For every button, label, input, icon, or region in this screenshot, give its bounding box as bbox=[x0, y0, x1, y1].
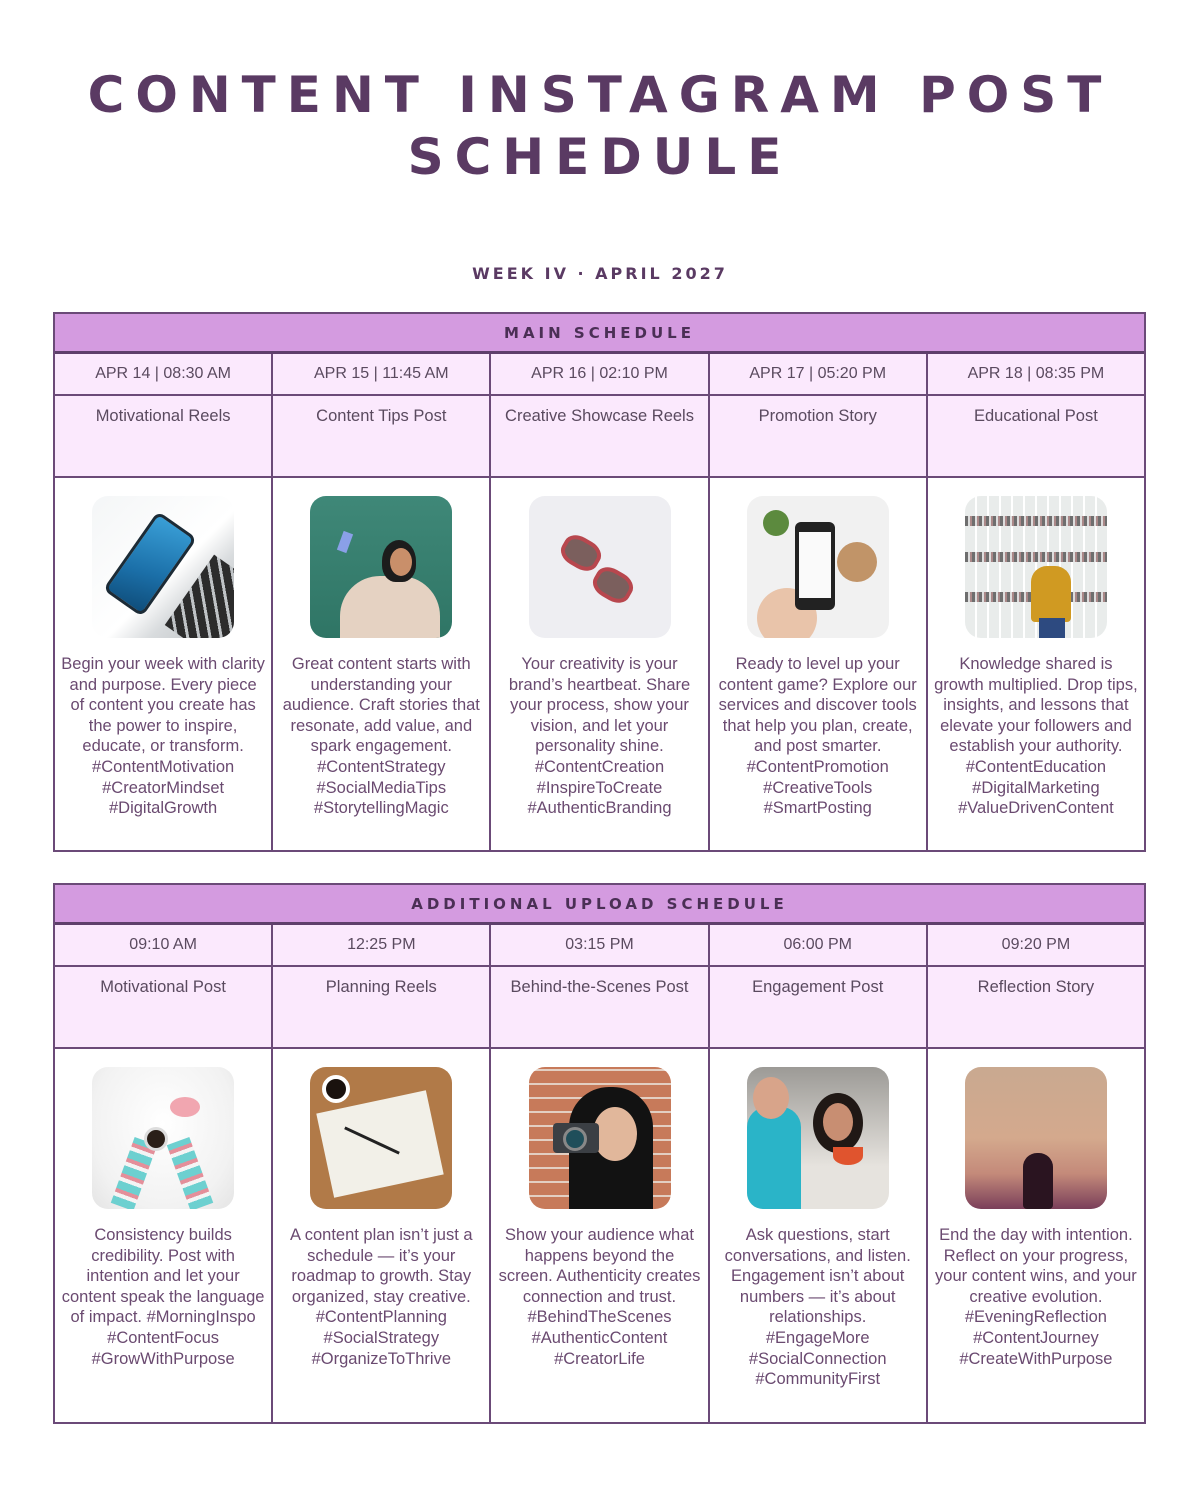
post-image-selfie bbox=[310, 496, 452, 638]
post-image-camera bbox=[529, 1067, 671, 1209]
main-title-row bbox=[55, 396, 1144, 478]
post-caption: Ask questions, start conversations, and listen. Engagement isn’t about numbers — it’s about relationships. #EngageMore #SocialConnection #CommunityFirst bbox=[724, 1226, 911, 1389]
post-caption: A content plan isn’t just a schedule — it’s your roadmap to growth. Stay organized, stay creative. #ContentPlanning #SocialStrategy #OrganizeToThrive bbox=[290, 1226, 473, 1368]
post-caption: Consistency builds credibility. Post with intention and let your content speak the language of impact. #MorningInspo #ContentFocus #GrowWithPurpose bbox=[61, 1226, 265, 1368]
datetime-cell: APR 14 | 08:30 AM bbox=[55, 354, 273, 394]
post-image-smartphone bbox=[92, 496, 234, 638]
post-content-cell bbox=[55, 1049, 273, 1422]
post-image-cheers bbox=[747, 1067, 889, 1209]
post-caption: Ready to level up your content game? Explore our services and discover tools that help you plan, create, and post smarter. #ContentPromotion #CreativeTools #SmartPosting bbox=[718, 655, 917, 818]
post-content-cell bbox=[710, 1049, 928, 1422]
post-title-cell: Reflection Story bbox=[977, 978, 1095, 996]
page-title-line-2: SCHEDULE bbox=[407, 128, 793, 186]
post-caption: Your creativity is your brand’s heartbeat. Share your process, show your vision, and let your personality shine. #ContentCreation #InspireToCreate #AuthenticBranding bbox=[508, 655, 691, 818]
additional-schedule-header: ADDITIONAL UPLOAD SCHEDULE bbox=[55, 885, 1144, 925]
post-content-cell bbox=[928, 478, 1144, 850]
additional-schedule-table bbox=[53, 883, 1146, 1424]
main-datetime-row bbox=[55, 354, 1144, 396]
post-caption: Show your audience what happens beyond the screen. Authenticity creates connection and trust. #BehindTheScenes #AuthenticContent #CreatorLife bbox=[498, 1226, 701, 1368]
post-title-cell: Behind-the-Scenes Post bbox=[491, 967, 709, 1047]
post-title-cell: Creative Showcase Reels bbox=[491, 396, 709, 476]
post-image-notebook bbox=[310, 1067, 452, 1209]
main-schedule-header: MAIN SCHEDULE bbox=[55, 314, 1144, 354]
time-cell: 09:20 PM bbox=[1001, 936, 1071, 953]
post-title-cell: Motivational Reels bbox=[55, 396, 273, 476]
post-content-cell bbox=[491, 1049, 709, 1422]
datetime-cell: APR 16 | 02:10 PM bbox=[491, 354, 709, 394]
post-caption: End the day with intention. Reflect on your progress, your content wins, and your creative evolution. #EveningReflection #ContentJourney #CreateWithPurpose bbox=[935, 1226, 1137, 1368]
additional-title-row bbox=[55, 967, 1144, 1049]
page-title bbox=[0, 64, 1200, 188]
post-title-cell: Content Tips Post bbox=[273, 396, 491, 476]
main-content-row bbox=[55, 478, 1144, 850]
post-title-cell: Educational Post bbox=[973, 407, 1098, 425]
post-title-cell: Motivational Post bbox=[55, 967, 273, 1047]
time-cell: 12:25 PM bbox=[273, 925, 491, 965]
post-caption: Begin your week with clarity and purpose. Every piece of content you create has the power to inspire, educate, or transform. #ContentMotivation #CreatorMindset #DigitalGrowth bbox=[61, 655, 265, 818]
post-content-cell bbox=[491, 478, 709, 850]
main-schedule-table bbox=[53, 312, 1146, 852]
post-content-cell bbox=[55, 478, 273, 850]
datetime-cell: APR 15 | 11:45 AM bbox=[273, 354, 491, 394]
time-cell: 09:10 AM bbox=[55, 925, 273, 965]
additional-time-row bbox=[55, 925, 1144, 967]
page-title-line-1: CONTENT INSTAGRAM POST bbox=[87, 66, 1113, 124]
post-image-phone-in-hand bbox=[747, 496, 889, 638]
post-image-sunset bbox=[965, 1067, 1107, 1209]
post-title-cell: Planning Reels bbox=[273, 967, 491, 1047]
time-cell: 06:00 PM bbox=[710, 925, 928, 965]
post-content-cell bbox=[928, 1049, 1144, 1422]
additional-content-row bbox=[55, 1049, 1144, 1422]
datetime-cell: APR 17 | 05:20 PM bbox=[710, 354, 928, 394]
post-caption: Great content starts with understanding your audience. Craft stories that resonate, add value, and spark engagement. #ContentStrategy #SocialMediaTips #StorytellingMagic bbox=[282, 655, 480, 818]
post-image-coffee-bed bbox=[92, 1067, 234, 1209]
post-image-sunglasses bbox=[529, 496, 671, 638]
post-content-cell bbox=[273, 478, 491, 850]
post-title-cell: Promotion Story bbox=[710, 396, 928, 476]
time-cell: 03:15 PM bbox=[491, 925, 709, 965]
post-content-cell bbox=[710, 478, 928, 850]
post-image-library bbox=[965, 496, 1107, 638]
post-caption: Knowledge shared is growth multiplied. Drop tips, insights, and lessons that elevate your followers and establish your authority. #ContentEducation #DigitalMarketing #ValueDrivenContent bbox=[934, 655, 1138, 818]
post-content-cell bbox=[273, 1049, 491, 1422]
post-title-cell: Engagement Post bbox=[710, 967, 928, 1047]
datetime-cell: APR 18 | 08:35 PM bbox=[967, 365, 1105, 382]
week-subtitle: WEEK IV · APRIL 2027 bbox=[472, 264, 728, 283]
